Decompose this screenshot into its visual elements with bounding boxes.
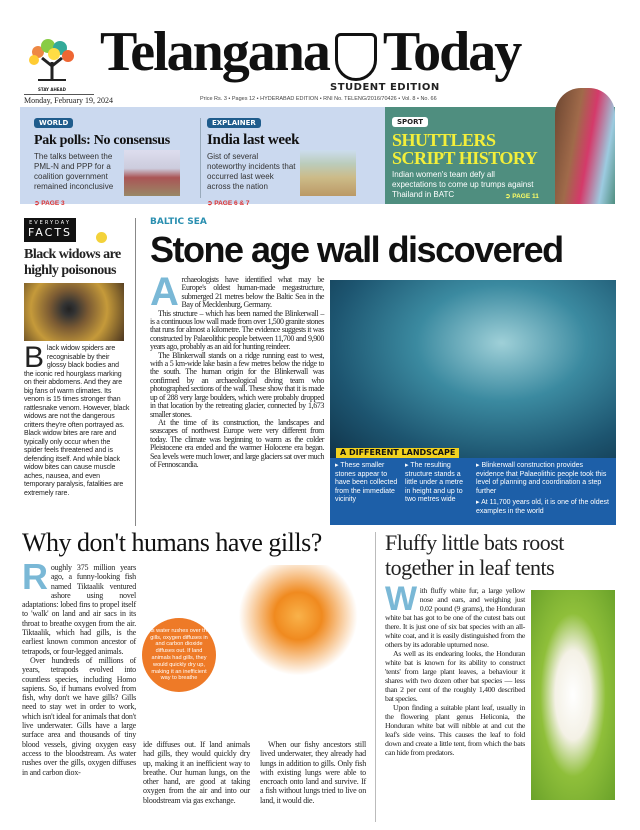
gills-col3: When our fishy ancestors still lived underwater, they already had lungs in addition to gills. Only fish with existing lungs were able to encroach onto land and survive. If a fish without lungs tried to live on land, it would die. xyxy=(260,740,366,805)
gills-para: oughly 375 million years ago, a funny-looking fish named Tiktaalik ventured ashore using novel adaptations: lobed fins to propel itself to 'walk' on land and air sacs in its throat to breathe oxygen from the air. Tiktaalik, which had gills, is the earliest known common ancestor of tetrapods, or four-legged animals. xyxy=(22,563,136,656)
teaser-title: SHUTTLERS SCRIPT HISTORY xyxy=(392,130,538,168)
teaser-title: Pak polls: No consensus xyxy=(34,133,170,148)
title-right: Today xyxy=(382,21,521,83)
gills-col1 xyxy=(22,556,136,777)
bullet-group xyxy=(476,462,612,517)
teaser-desc: The talks between the PML-N and PPP for a coalition government remained inconclusive xyxy=(34,152,114,191)
teaser-desc: Indian women's team defy all expectations to come up trumps against Thailand in BATC xyxy=(392,170,534,199)
teaser-page[interactable]: ➲ PAGE 6 & 7 xyxy=(207,200,250,207)
lead-body xyxy=(150,270,324,469)
masthead-seal-icon xyxy=(335,33,377,81)
lead-para: rchaeologists have identified what may be Europe's oldest human-made megastructure, submerged 21 metres below the Baltic Sea in the Bay of Mecklenburg, Germany. xyxy=(181,275,324,310)
bats-body xyxy=(385,580,525,757)
tag-explainer: EXPLAINER xyxy=(207,118,261,128)
facts-badge xyxy=(24,218,76,242)
bats-para: As well as its endearing looks, the Honduran white bat is known for its ability to construct 'tents' from large plant leaves, a behaviour it shares with two dozen other bat species — less than 2 per cent of the roughly 1,400 described bat species. xyxy=(385,649,525,703)
bats-para: ith fluffy white fur, a large yellow nose and ears, and weighing just 0.02 pound (9 grams), the Honduran white bat has got to be one of the cutest bats out there. It is just one of six bat species with an all-white coat, and it is easily distinguished from the others by its adorable upturned nose. xyxy=(385,586,525,649)
underwater-wall-photo xyxy=(330,280,616,460)
lead-para: This structure – which has been named the Blinkerwall – is a continuous low wall made from over 1,500 granite stones that runs for almost a kilometre. The evidence suggests it was constructed by Palaeolithic people between 11,700 and 9,900 years ago, probably as an aid for hunting reindeer. xyxy=(150,308,324,352)
gills-col2: ide diffuses out. If land animals had gills, they would quickly dry up, making it an inefficient way to breathe. Our human lungs, on the other hand, are good at taking oxygen from the air and into our bloodstream via gas exchange. xyxy=(143,740,250,805)
issue-info: Price Rs. 3 • Pages 12 • HYDERABAD EDITION • RNI No. TELENG/2016/70426 • Vol. 8 • No. 66 xyxy=(200,96,437,102)
lead-kicker: BALTIC SEA xyxy=(150,217,207,227)
lead-para: The Blinkerwall stands on a ridge running east to west, with a 5 km-wide lake basin a few metres below the ridge to the south. The human origin for the Blinkerwall was confirmed by an archaeological diving team who photographed sections of the wall. These show that it is made up of 288 very large boulders, which were probably dropped in that location by the retreating glacier, connected by 1,673 smaller stones. xyxy=(150,350,324,419)
bullet-item: ▸ The resulting structure stands a little under a metre in height and up to two metres wide xyxy=(405,462,463,504)
facts-column xyxy=(24,218,130,498)
tag-sport: SPORT xyxy=(392,117,428,127)
title-left: Telangana xyxy=(100,21,329,83)
date: Monday, February 19, 2024 xyxy=(24,96,114,105)
tag-world: WORLD xyxy=(34,118,73,128)
masthead-title xyxy=(100,22,520,82)
teaser-world[interactable] xyxy=(34,112,194,210)
teaser-desc: Gist of several noteworthy incidents that occurred last week across the nation xyxy=(207,152,296,191)
facts-text: lack widow spiders are recognisable by their glossy black bodies and the iconic red hourglass marking on their abdomens. And they are big fans of warm climates. Its venom is 15 times stronger than rattlesnake venom. However, black widows are not the dangerous critters they're often portrayed as. Black widow bites are rare and typically only occur when the spider feels threatened and is defending itself. And while black widow bites can cause muscle aches, nausea, and even temporary paralysis, fatalities are extremely rare. xyxy=(24,345,130,497)
drop-cap: W xyxy=(385,580,417,618)
teaser-explainer[interactable] xyxy=(207,112,377,210)
teaser-title: India last week xyxy=(207,132,300,148)
facts-body xyxy=(24,341,130,498)
teaser-page[interactable]: ➲ PAGE 11 xyxy=(505,193,539,200)
bullet-item: ▸ These smaller stones appear to have been collected from the immediate vicinity xyxy=(335,462,398,504)
teaser-sport[interactable] xyxy=(392,111,562,200)
bats-para: Upon finding a suitable plant leaf, usually in the flowering plant genus Heliconia, the Honduran white bat will nibble at and cut the leaf's side veins. This causes the leaf to fold down and create a little tent, from which the bats can hide from predators. xyxy=(385,703,525,757)
drop-cap: B xyxy=(24,341,44,374)
drop-cap: R xyxy=(22,556,48,597)
spider-photo xyxy=(24,283,124,341)
drop-cap: A xyxy=(150,270,179,314)
facts-kicker-top: EVERYDAY xyxy=(29,220,71,226)
gills-para: Over hundreds of millions of years, tetrapods evolved into countless species, including Homo sapiens. So, if humans evolved from fish, why don't we have gills? Gills need to stay wet in order to work, which isn't ideal for animals that don't live underwater. Gills have a large surface area and thousands of tiny blood vessels, giving oxygen easy access to the bloodstream. As water rushes over the gills, oxygen diffuses in and carbon diox- xyxy=(22,655,136,777)
facts-title: Black widows are highly poisonous xyxy=(24,247,121,278)
lead-headline: Stone age wall discovered xyxy=(150,229,563,270)
edition-label: STUDENT EDITION xyxy=(330,82,440,93)
gills-headline: Why don't humans have gills? xyxy=(22,528,322,557)
white-bats-photo xyxy=(531,590,615,800)
bullet-item: ▸ At 11,700 years old, it is one of the oldest examples in the world xyxy=(476,499,609,515)
stay-ahead-logo xyxy=(24,36,80,90)
gills-callout xyxy=(142,618,216,692)
teaser-page[interactable]: ➲ PAGE 3 xyxy=(34,200,65,207)
lead-para: At the time of its construction, the landscapes and seascapes of northwest Europe were very different from today. The climate was beginning to warm as the colder Pleistocene era ended and the warmer Holocene era began. Sea levels were much lower, and large glaciers sat over much of Fennoscandia. xyxy=(150,417,324,469)
logo-text: STAY AHEAD xyxy=(38,87,66,92)
callout-text: As water rushes over the gills, oxygen diffuses in and carbon dioxide diffuses out. If land animals had gills, they would quickly dry up, making it an inefficient way to breathe xyxy=(148,627,210,682)
facts-kicker: FACTS xyxy=(27,226,73,239)
bats-headline: Fluffy little bats roost together in leaf tents xyxy=(385,530,564,580)
landscape-box-title: A DIFFERENT LANDSCAPE xyxy=(336,448,459,458)
bullet-item: ▸ Blinkerwall construction provides evidence that Palaeolithic people took this level of planning and coordination a step further xyxy=(476,462,607,495)
athlete-photo xyxy=(555,88,615,204)
